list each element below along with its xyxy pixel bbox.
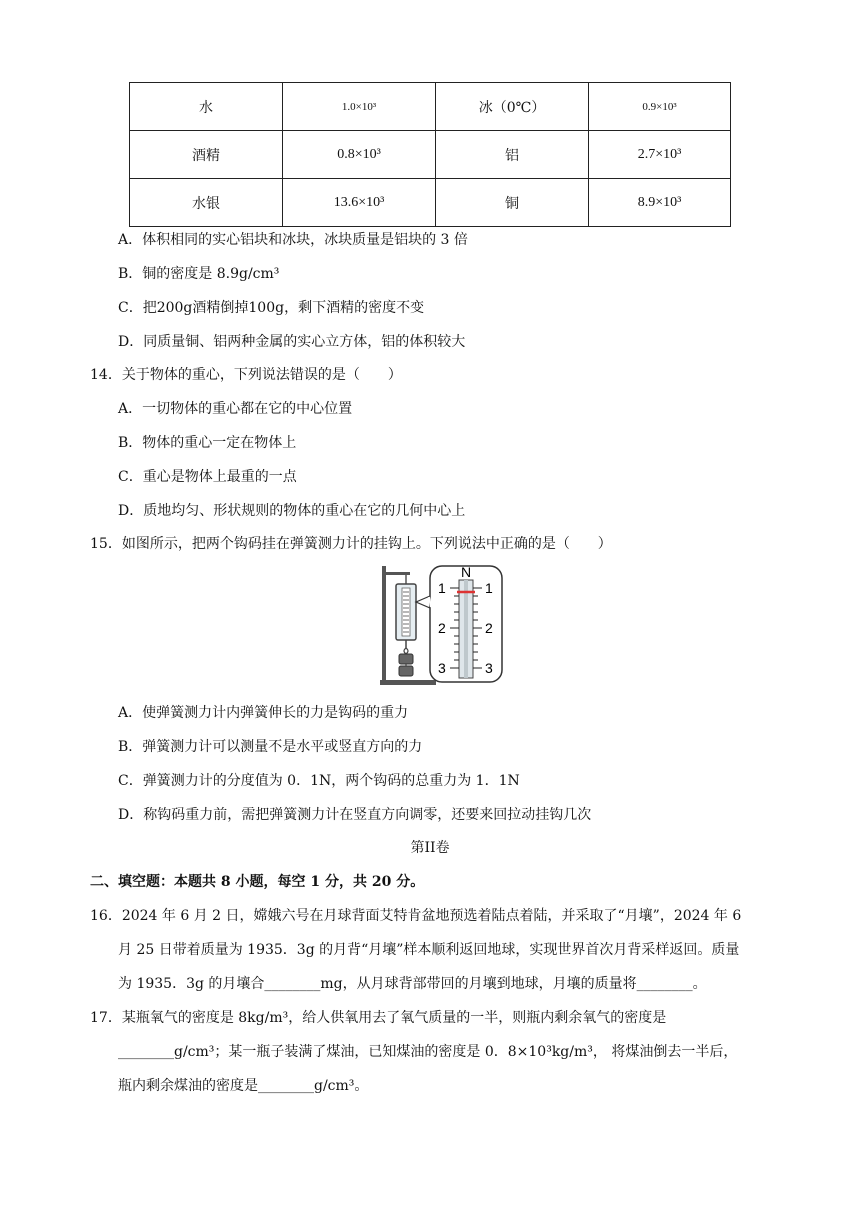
tick-label-left-2: 2	[438, 620, 446, 636]
table-row	[130, 83, 731, 131]
tick-label-left-1: 1	[438, 580, 446, 596]
table-cell: 0.8×10³	[283, 131, 436, 179]
table-cell: 0.9×10³	[589, 83, 731, 131]
weight-1	[399, 654, 413, 664]
table-cell: 8.9×10³	[589, 179, 731, 227]
q17-line-3: 瓶内剩余煤油的密度是________g/cm³。	[118, 1078, 369, 1094]
q16-line-2: 月 25 日带着质量为 1935．3g 的月背“月壤”样本顺利返回地球，实现世界首次月背采样返回。质量	[118, 942, 740, 958]
q13-option-c: C．把200g酒精倒掉100g，剩下酒精的密度不变	[118, 300, 425, 316]
q16-line-1: 16．2024 年 6 月 2 日，嫦娥六号在月球背面艾特肯盆地预选着陆点着陆，并采取了“月壤”，2024 年 6	[90, 908, 742, 924]
table-cell: 铝	[436, 131, 589, 179]
table-cell: 酒精	[130, 131, 283, 179]
q14-option-a: A．一切物体的重心都在它的中心位置	[118, 401, 353, 417]
tick-label-right-2: 2	[485, 620, 493, 636]
table-cell: 13.6×10³	[283, 179, 436, 227]
table-cell: 水	[130, 83, 283, 131]
q13-option-d: D．同质量铜、铝两种金属的实心立方体，铝的体积较大	[118, 334, 466, 350]
q14-option-d: D．质地均匀、形状规则的物体的重心在它的几何中心上	[118, 503, 466, 519]
table-cell: 铜	[436, 179, 589, 227]
q14-stem: 14．关于物体的重心，下列说法错误的是（ ）	[90, 367, 402, 383]
spring-scale-figure	[368, 562, 504, 690]
table-row	[130, 131, 731, 179]
section-heading: 二、填空题：本题共 8 小题，每空 1 分，共 20 分。	[90, 874, 425, 890]
stand-arm	[382, 572, 410, 575]
q15-stem: 15．如图所示，把两个钩码挂在弹簧测力计的挂钩上。下列说法中正确的是（ ）	[90, 536, 612, 552]
q15-option-d: D．称钩码重力前，需把弹簧测力计在竖直方向调零，还要来回拉动挂钩几次	[118, 807, 592, 823]
table-row	[130, 179, 731, 227]
tick-label-right-1: 1	[485, 580, 493, 596]
table-cell: 水银	[130, 179, 283, 227]
weight-2	[399, 666, 413, 676]
table-cell: 2.7×10³	[589, 131, 731, 179]
volume-title: 第ⅠI卷	[410, 840, 450, 856]
tick-label-right-3: 3	[485, 660, 493, 676]
density-table	[129, 82, 731, 227]
hook-icon	[404, 648, 408, 654]
q17-line-2: ________g/cm³；某一瓶子装满了煤油，已知煤油的密度是 0．8×10³kg/m³， 将煤油倒去一半后，	[118, 1044, 738, 1060]
q14-option-c: C．重心是物体上最重的一点	[118, 469, 297, 485]
table-cell: 1.0×10³	[283, 83, 436, 131]
q13-option-a: A．体积相同的实心铝块和冰块，冰块质量是铝块的 3 倍	[118, 232, 468, 248]
q14-option-b: B．物体的重心一定在物体上	[118, 435, 297, 451]
q15-option-c: C．弹簧测力计的分度值为 0．1N，两个钩码的总重力为 1．1N	[118, 773, 520, 789]
q15-option-b: B．弹簧测力计可以测量不是水平或竖直方向的力	[118, 739, 423, 755]
unit-label: N	[461, 564, 472, 580]
q17-line-1: 17．某瓶氧气的密度是 8kg/m³，给人供氧用去了氧气质量的一半，则瓶内剩余氧气的密度是	[90, 1010, 667, 1026]
q16-line-3: 为 1935．3g 的月壤合________mg，从月球背部带回的月壤到地球，月壤的质量将________。	[118, 976, 707, 992]
table-cell: 冰（0℃）	[436, 83, 589, 131]
q15-option-a: A．使弹簧测力计内弹簧伸长的力是钩码的重力	[118, 705, 409, 721]
tick-label-left-3: 3	[438, 660, 446, 676]
stand-pole	[382, 566, 386, 682]
stand-base	[380, 680, 436, 685]
q13-option-b: B．铜的密度是 8.9g/cm³	[118, 266, 280, 282]
